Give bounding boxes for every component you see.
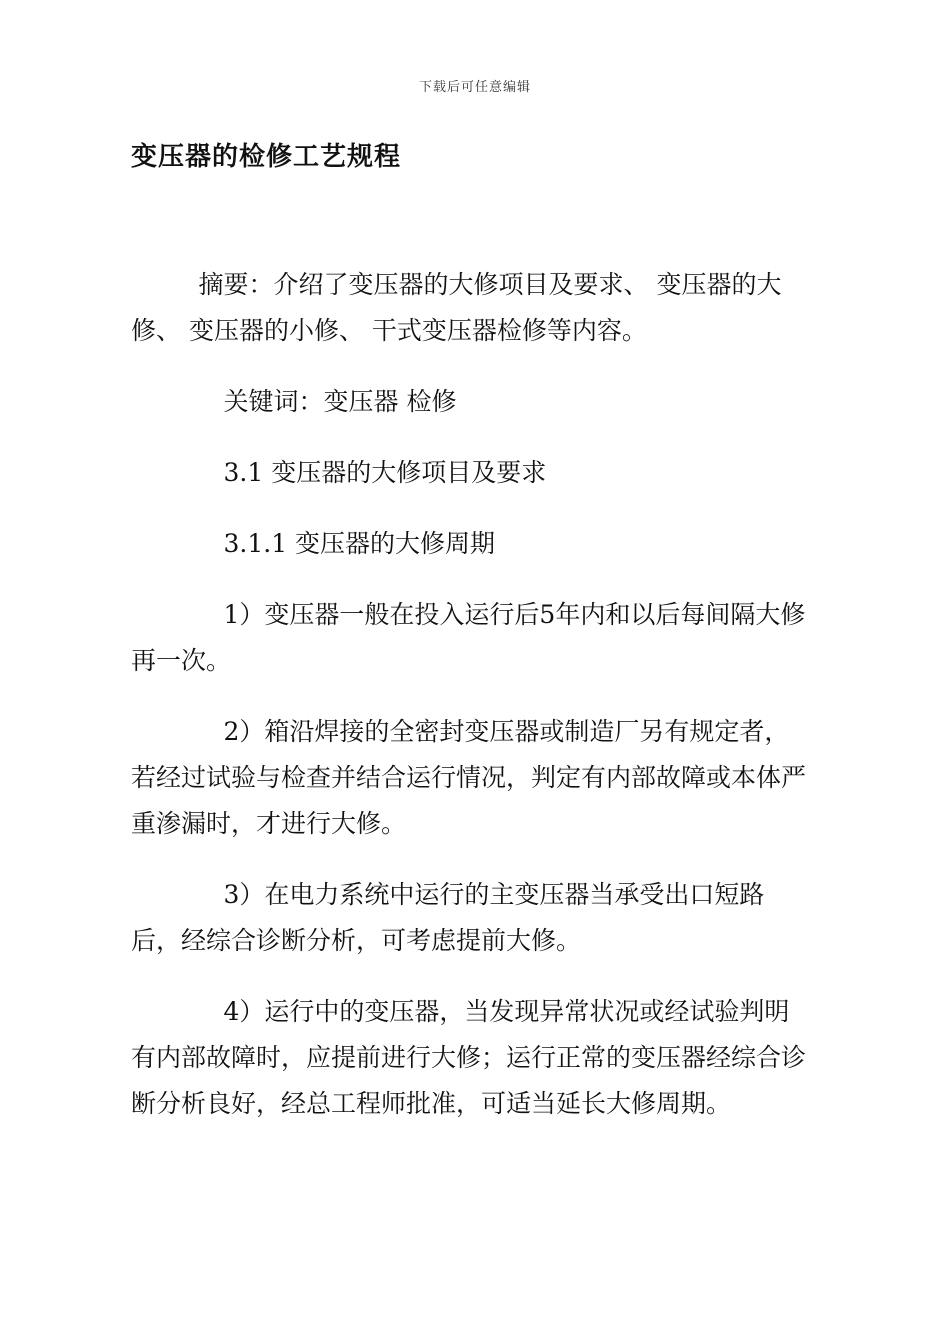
- list-item-4: 4）运行中的变压器，当发现异常状况或经试验判明有内部故障时，应提前进行大修；运行正常的变压器经综合诊断分析良好，经总工程师批准，可适当延长大修周期。: [131, 997, 807, 1118]
- abstract-paragraph: 摘要：介绍了变压器的大修项目及要求、 变压器的大修、 变压器的小修、 干式变压器检修等内容。: [131, 270, 782, 345]
- section-heading: 3.1 变压器的大修项目及要求: [223, 458, 547, 487]
- list-item-1: 1）变压器一般在投入运行后5年内和以后每间隔大修再一次。: [131, 600, 806, 675]
- list-item-3: 3）在电力系统中运行的主变压器当承受出口短路后，经综合诊断分析，可考虑提前大修。: [131, 880, 765, 955]
- document-title: 变压器的检修工艺规程: [131, 142, 402, 172]
- keywords-paragraph: 关键词：变压器 检修: [223, 387, 457, 416]
- document-body: [131, 262, 811, 1152]
- subsection-heading: 3.1.1 变压器的大修周期: [223, 529, 496, 558]
- list-item-2: 2）箱沿焊接的全密封变压器或制造厂另有规定者，若经过试验与检查并结合运行情况，判定有内部故障或本体严重渗漏时，才进行大修。: [131, 717, 807, 838]
- header-note: 下载后可任意编辑: [418, 80, 531, 95]
